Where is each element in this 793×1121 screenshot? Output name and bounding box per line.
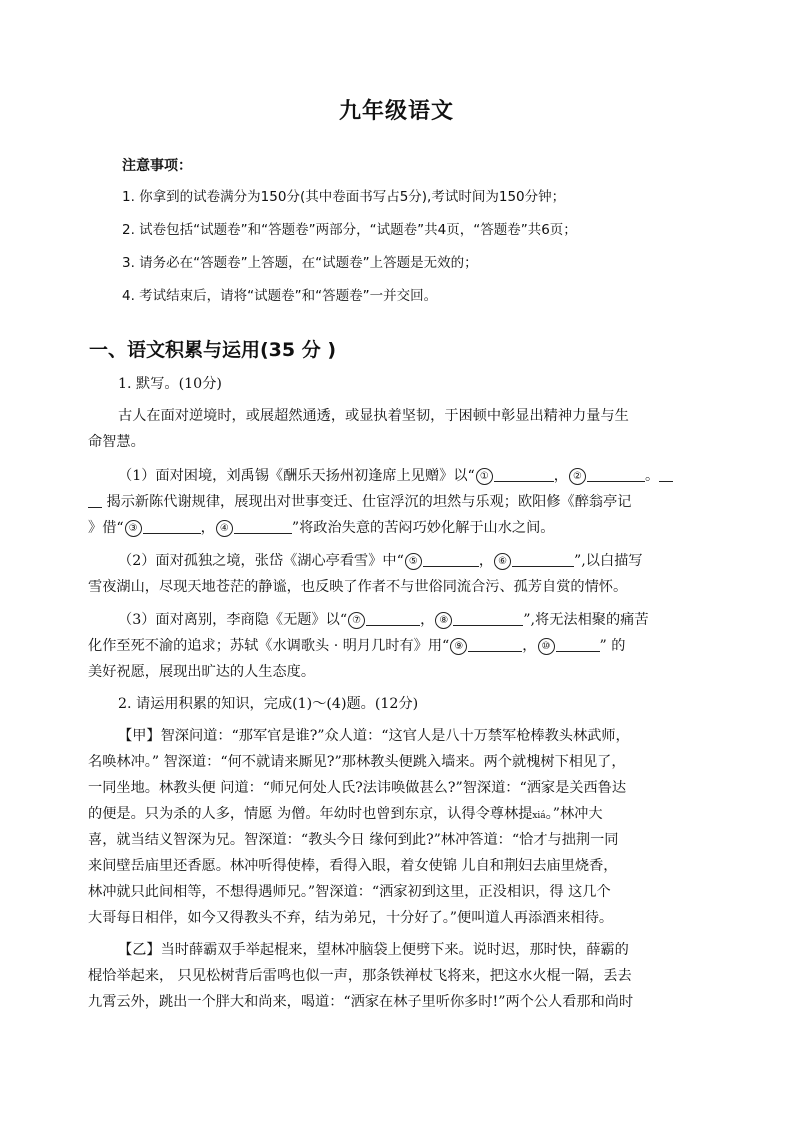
passage-jia-line: 名唤林冲。” 智深道：“何不就请来厮见?”那林教头便跳入墙来。两个就槐树下相见了， xyxy=(88,754,626,770)
question-1-part-1-cont xyxy=(88,518,705,538)
part-text: ， xyxy=(420,612,435,628)
answer-blank[interactable] xyxy=(556,636,600,652)
question-1-intro: 古人在面对逆境时，或展超然通透，或显执着坚韧，于困顿中彰显出精神力量与生 xyxy=(118,408,629,424)
note-item: 4. 考试结束后，请将“试题卷”和“答题卷”一并交回。 xyxy=(122,288,438,304)
question-1-part-3-cont: 美好祝愿，展现出旷达的人生态度。 xyxy=(88,664,316,680)
section-heading: 一、语文积累与运用(35 分 ) xyxy=(89,339,337,361)
passage-jia-line: 喜，就当结义智深为兄。智深道：“教头今日 缘何到此?”林冲答道：“恰才与拙荆一同 xyxy=(88,832,619,848)
blank-marker: ⑤ xyxy=(405,553,422,570)
passage-yi-line: 【乙】当时薛霸双手举起棍来，望林冲脑袋上便劈下来。说时迟，那时快，薛霸的 xyxy=(118,942,629,958)
part-text: （2）面对孤独之境，张岱《湖心亭看雪》中“ xyxy=(118,553,404,569)
question-1-heading: 1. 默写。(10分) xyxy=(118,376,222,392)
pinyin-annotation: xiá xyxy=(532,811,546,821)
note-item: 2. 试卷包括“试题卷”和“答题卷”两部分，“试题卷”共4页，“答题卷”共6页； xyxy=(122,222,577,238)
blank-marker: ⑦ xyxy=(348,612,365,629)
answer-blank[interactable] xyxy=(659,466,673,482)
blank-marker: ⑩ xyxy=(538,638,555,655)
blank-marker: ① xyxy=(476,468,493,485)
passage-jia-line: 来间壁岳庙里还香愿。林冲听得使棒，看得入眼，着女使锦 儿自和荆妇去庙里烧香， xyxy=(88,858,618,874)
part-text: ”,将无法相聚的痛苦 xyxy=(523,612,649,628)
question-1-part-3 xyxy=(118,610,705,630)
part-text: ， xyxy=(478,553,494,569)
part-text: 。”林冲大 xyxy=(545,806,603,822)
note-item: 1. 你拿到的试卷满分为150分(其中卷面书写占5分),考试时间为150分钟； xyxy=(122,189,566,205)
answer-blank[interactable] xyxy=(234,518,292,534)
blank-marker: ④ xyxy=(216,520,233,537)
passage-yi-line: 九霄云外，跳出一个胖大和尚来，喝道：“洒家在林子里听你多时!”两个公人看那和尚时 xyxy=(88,994,634,1010)
part-text: ”,以白描写 xyxy=(574,553,643,569)
part-text: 。 xyxy=(645,468,660,484)
answer-blank[interactable] xyxy=(143,518,201,534)
part-text: ， xyxy=(200,520,215,536)
part-text: （3）面对离别，李商隐《无题》以“ xyxy=(118,612,348,628)
answer-blank[interactable] xyxy=(587,466,645,482)
part-text: 化作至死不渝的追求；苏轼《水调歌头 · 明月几时有》用“ xyxy=(88,638,450,654)
blank-marker: ③ xyxy=(125,520,142,537)
blank-marker: ⑧ xyxy=(435,612,452,629)
passage-jia-line: 林冲就只此间相等，不想得遇师兄。”智深道：“洒家初到这里，正没相识，得 这几个 xyxy=(88,884,611,900)
answer-blank[interactable] xyxy=(88,492,102,508)
question-1-part-1 xyxy=(118,466,705,486)
notes-heading: 注意事项： xyxy=(122,158,192,174)
answer-blank[interactable] xyxy=(453,610,523,626)
question-2-heading: 2. 请运用积累的知识，完成(1)～(4)题。(12分) xyxy=(118,696,419,712)
passage-jia-line: 一同坐地。林教头便 问道：“师兄何处人氏?法讳唤做甚么?”智深道：“洒家是关西鲁达 xyxy=(88,780,627,796)
question-1-part-2 xyxy=(118,551,705,571)
part-text: 》借“ xyxy=(88,520,124,536)
passage-jia-line: 【甲】智深问道：“那军官是谁?”众人道：“这官人是八十万禁军枪棒教头林武师， xyxy=(118,728,630,744)
blank-marker: ⑨ xyxy=(450,638,467,655)
question-1-part-2-cont: 雪夜湖山，尽现天地苍茫的静谧，也反映了作者不与世俗同流合污、孤芳自赏的情怀。 xyxy=(88,579,628,595)
answer-blank[interactable] xyxy=(423,551,479,567)
part-text: ， xyxy=(553,468,568,484)
part-text: 的便是。只为杀的人多，情愿 为僧。年幼时也曾到东京，认得令尊林提 xyxy=(88,806,533,822)
blank-marker: ② xyxy=(569,468,586,485)
answer-blank[interactable] xyxy=(468,636,522,652)
page-title: 九年级语文 xyxy=(338,99,454,124)
passage-jia-line: 大哥每日相伴，如今又得教头不弃，结为弟兄，十分好了。”便叫道人再添酒来相待。 xyxy=(88,910,614,926)
answer-blank[interactable] xyxy=(366,610,420,626)
question-1-part-1-cont xyxy=(88,492,705,512)
question-1-intro-cont: 命智慧。 xyxy=(88,434,145,450)
part-text: ” 的 xyxy=(599,638,626,654)
note-item: 3. 请务必在“答题卷”上答题，在“试题卷”上答题是无效的； xyxy=(122,255,478,271)
part-text: 揭示新陈代谢规律，展现出对世事变迁、仕宦浮沉的坦然与乐观；欧阳修《醉翁亭记 xyxy=(106,494,632,510)
part-text: ”将政治失意的苦闷巧妙化解于山水之间。 xyxy=(291,520,555,536)
part-text: ， xyxy=(522,638,537,654)
question-1-part-3-cont xyxy=(88,636,705,656)
part-text: （1）面对困境，刘禹锡《酬乐天扬州初逢席上见赠》以“ xyxy=(118,468,475,484)
answer-blank[interactable] xyxy=(512,551,574,567)
passage-jia-line xyxy=(88,804,705,826)
answer-blank[interactable] xyxy=(494,466,554,482)
blank-marker: ⑥ xyxy=(494,553,511,570)
passage-yi-line: 棍恰举起来， 只见松树背后雷鸣也似一声，那条铁禅杖飞将来，把这水火棍一隔，丢去 xyxy=(88,968,632,984)
